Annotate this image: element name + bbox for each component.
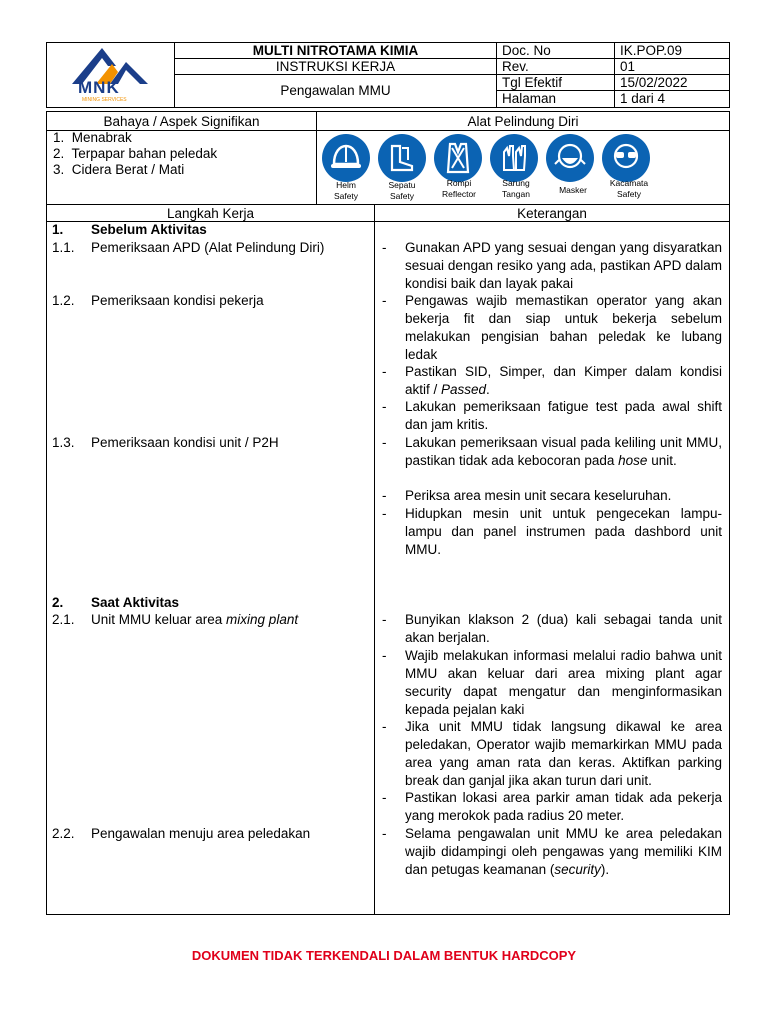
hazard-item: 3. Cidera Berat / Mati — [53, 162, 185, 177]
note-item: Wajib melakukan informasi melalui radio bahwa unit MMU akan keluar dari area mixing plant agar security dapat mengatur dan menginformasikan kepada pejalan kaki — [405, 648, 722, 717]
gloves-icon — [490, 134, 538, 182]
meta-value-doc-no: IK.POP.09 — [620, 43, 683, 58]
ppe-label-helmet: Helm Safety — [333, 180, 359, 201]
ppe-label-boots: Sepatu Safety — [388, 180, 416, 201]
goggles-icon — [602, 134, 650, 182]
ppe-label-gloves: Sarung Tangan — [502, 178, 530, 199]
vest-icon — [434, 134, 482, 182]
note-item: Jika unit MMU tidak langsung dikawal ke area peledakan, Operator wajib memarkirkan MMU pada area yang aman rata dan keras. Aktifkan parking break dan ganjal jika akan turun dari unit. — [405, 719, 722, 788]
note-item: Gunakan APD yang sesuai dengan yang disyaratkan sesuai dengan resiko yang ada, pastikan APD dalam kondisi baik dan layak pakai — [405, 240, 722, 291]
note-item: Hidupkan mesin unit untuk pengecekan lampu-lampu dan panel instrumen pada dashbord unit MMU. — [405, 506, 722, 557]
note-item: Bunyikan klakson 2 (dua) kali sebagai tanda unit akan berjalan. — [405, 612, 722, 645]
uncontrolled-document-notice: DOKUMEN TIDAK TERKENDALI DALAM BENTUK HARDCOPY — [191, 948, 577, 963]
mask-icon — [546, 134, 594, 182]
note-item: Pengawas wajib memastikan operator yang akan bekerja fit dan siap untuk bekerja sebelum melakukan pengisian bahan peledak ke lubang ledak — [405, 293, 722, 362]
steps-header: Langkah Kerja — [166, 206, 255, 221]
meta-value-page: 1 dari 4 — [620, 91, 666, 106]
document-title: Pengawalan MMU — [280, 83, 391, 98]
meta-value-rev: 01 — [620, 59, 636, 74]
meta-label-effective-date: Tgl Efektif — [502, 75, 563, 90]
hazard-item: 1. Menabrak — [53, 130, 132, 145]
logo-subtext: MINING SERVICES — [82, 97, 127, 103]
document-type: INSTRUKSI KERJA — [275, 59, 396, 74]
ppe-header: Alat Pelindung Diri — [467, 114, 579, 129]
note-item: Pastikan SID, Simper, dan Kimper dalam kondisi aktif / Passed. — [405, 364, 722, 397]
company-name: MULTI NITROTAMA KIMIA — [252, 43, 419, 58]
meta-label-page: Halaman — [502, 91, 557, 106]
helmet-icon — [322, 134, 370, 182]
logo-text: MNK — [78, 78, 120, 97]
note-item: Selama pengawalan unit MMU ke area peledakan wajib didampingi oleh pengawas yang memiliki KIM dan petugas keamanan (security). — [405, 826, 722, 877]
ppe-label-mask: Masker — [559, 185, 587, 195]
notes-header: Keterangan — [517, 206, 587, 221]
note-item: Lakukan pemeriksaan visual pada keliling unit MMU, pastikan tidak ada kebocoran pada hose unit. — [405, 435, 722, 468]
meta-label-rev: Rev. — [502, 59, 529, 74]
boots-icon — [378, 134, 426, 182]
hazards-header: Bahaya / Aspek Signifikan — [103, 114, 260, 129]
note-item: Lakukan pemeriksaan fatigue test pada awal shift dan jam kritis. — [405, 399, 722, 432]
meta-value-effective-date: 15/02/2022 — [620, 75, 688, 90]
ppe-label-goggles: Kacamata Safety — [609, 178, 649, 199]
company-logo — [70, 44, 150, 106]
meta-label-doc-no: Doc. No — [502, 43, 551, 58]
note-item: Periksa area mesin unit secara keseluruhan. — [405, 488, 672, 503]
hazard-item: 2. Terpapar bahan peledak — [53, 146, 218, 161]
ppe-label-vest: Rompi Reflector — [441, 178, 476, 199]
note-item: Pastikan lokasi area parkir aman tidak ada pekerja yang merokok pada radius 20 meter. — [405, 790, 722, 823]
